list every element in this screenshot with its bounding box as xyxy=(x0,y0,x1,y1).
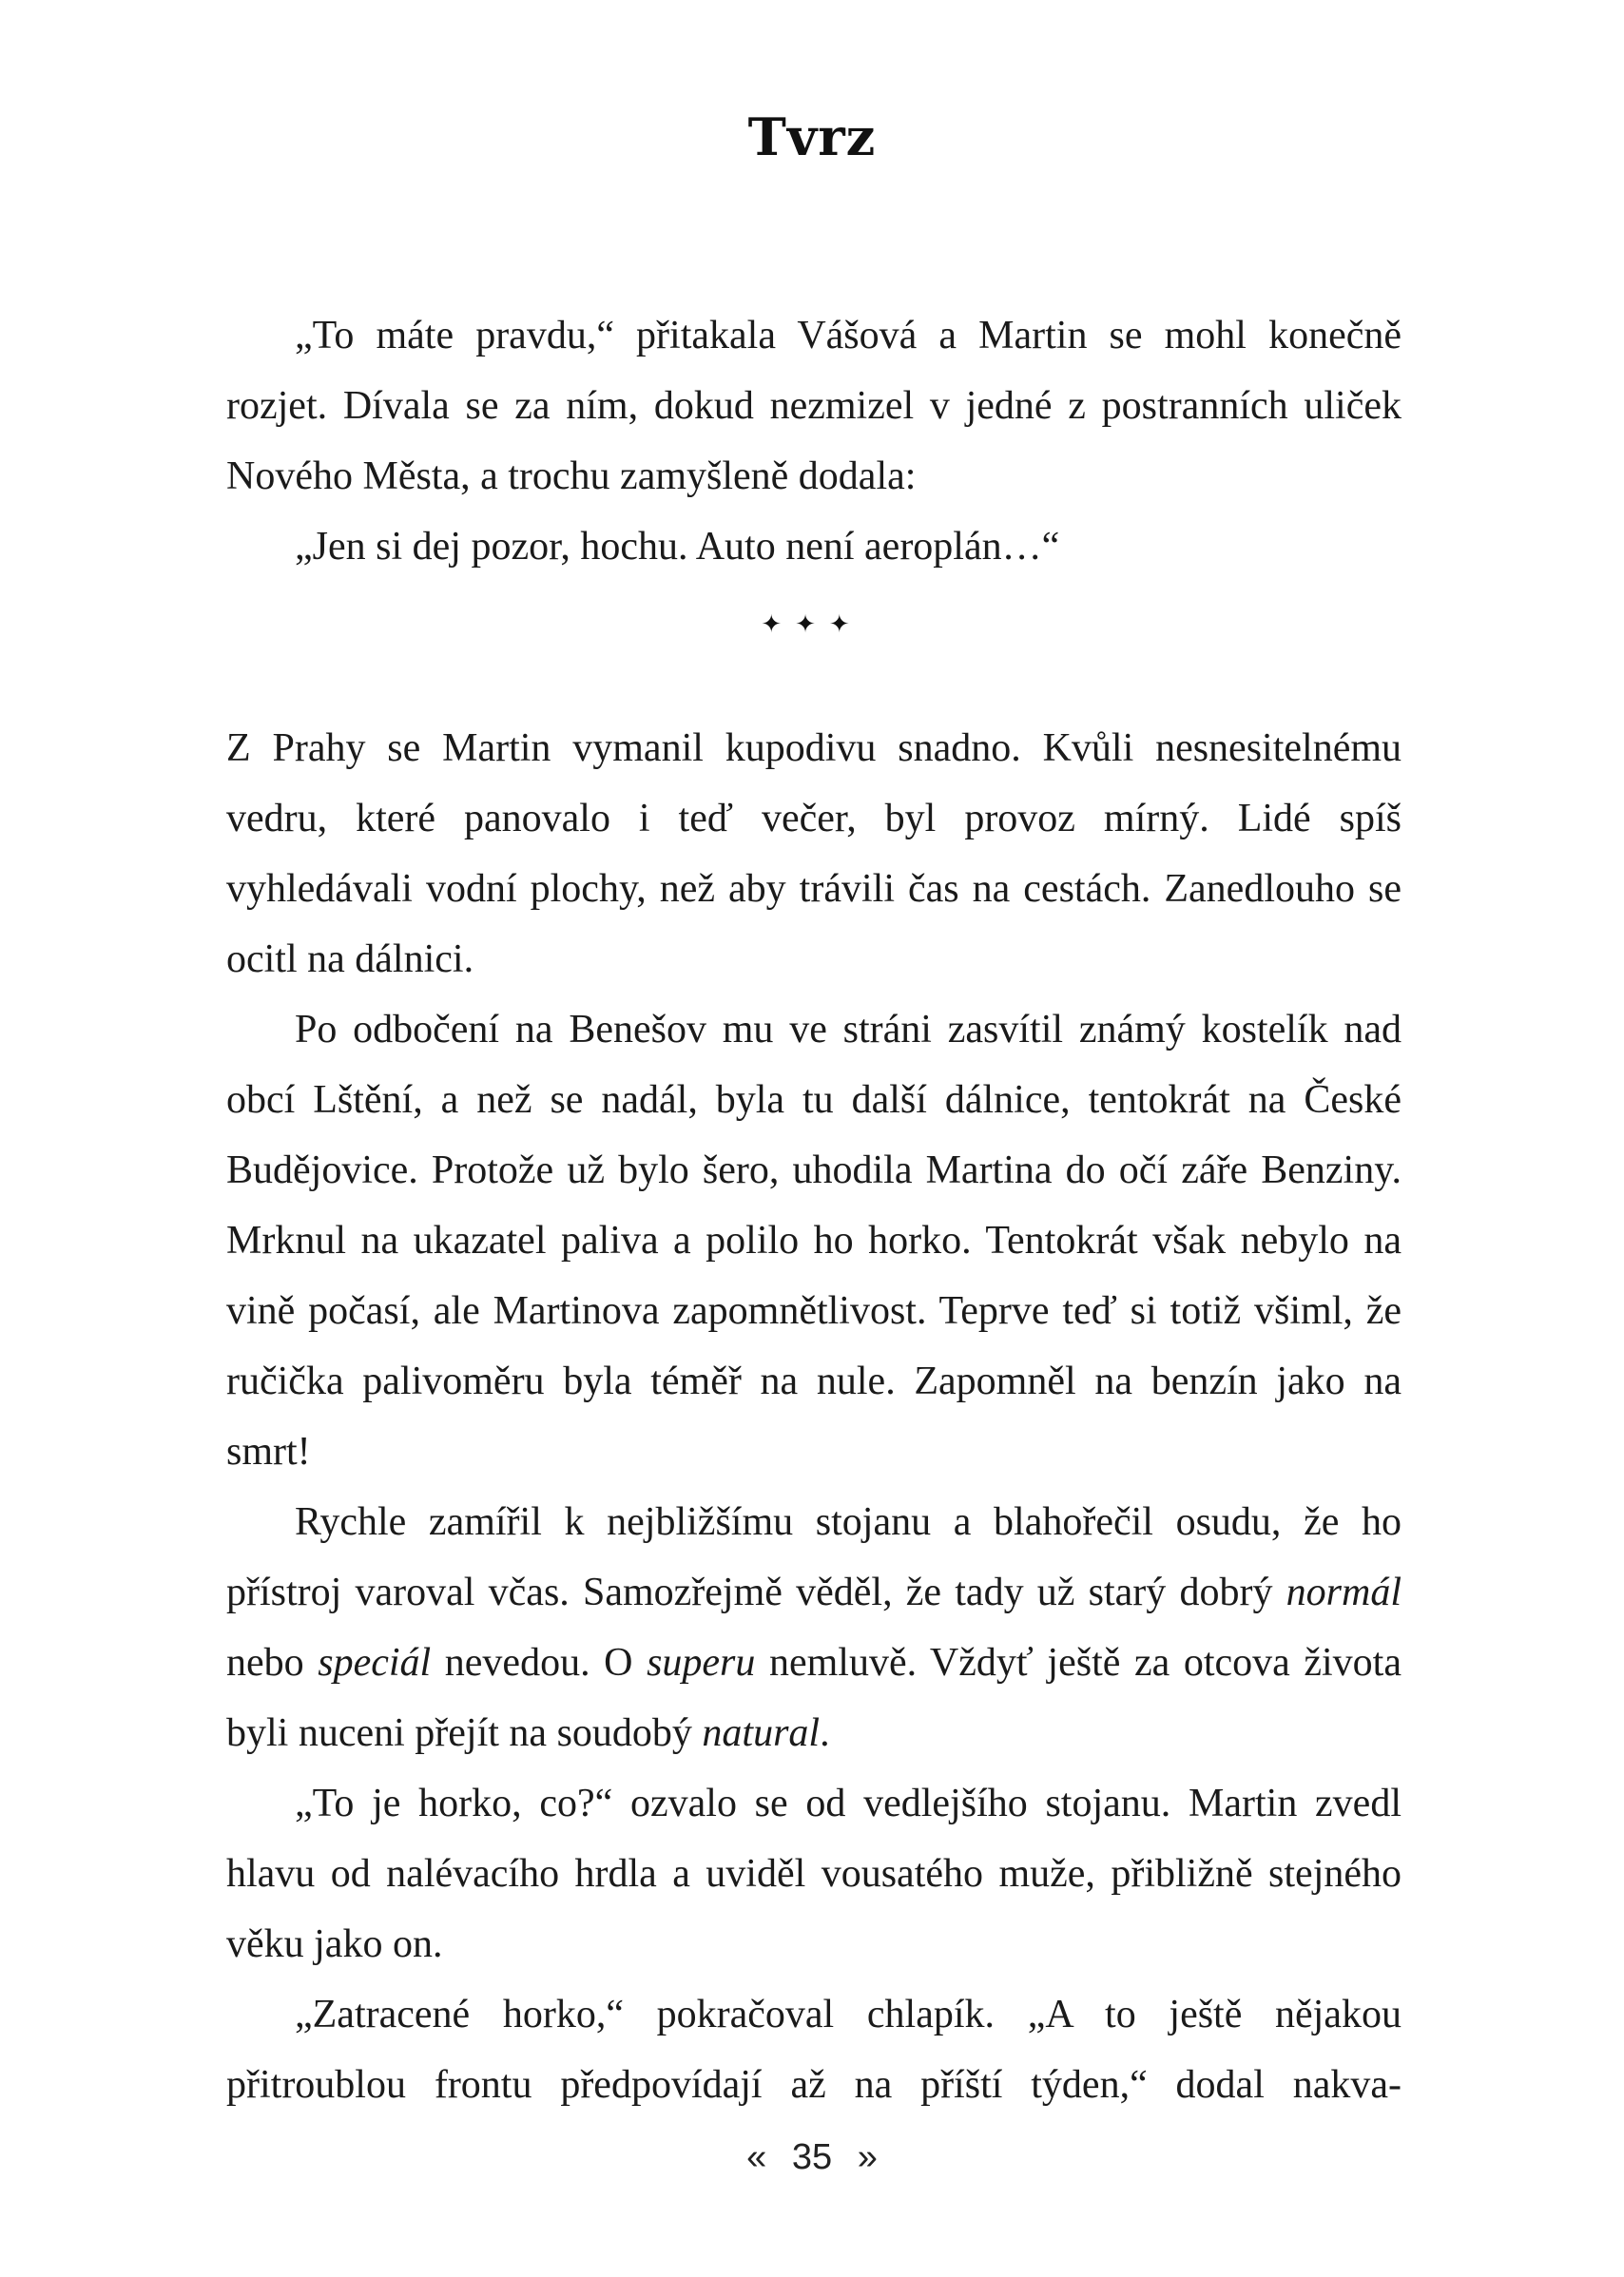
text-run: Po odbočení na Benešov mu ve stráni zasvítil známý kostelík nad obcí Lštění, a než se nadál, byla tu další dálnice, tentokrát na České Budějovice. Protože už bylo šero, uhodila Martina do očí záře Benziny. Mrknul na ukazatel paliva a polilo ho horko. Tentokrát však nebylo na vině počasí, ale Martinova zapomnětlivost. Teprve teď si totiž všiml, že ručička palivoměru byla téměř na nule. Zapomněl na benzín jako na smrt! xyxy=(226,1008,1402,1474)
italic-term: normál xyxy=(1286,1571,1402,1614)
text-run: nemluvě. Vždyť ještě za otcova života byli nuceni přejít na soudobý xyxy=(226,1641,1402,1755)
page-number: 35 xyxy=(791,2137,833,2177)
text-section-1 xyxy=(226,300,1402,582)
right-guillemet: » xyxy=(857,2137,878,2177)
text-run: „To je horko, co?“ ozvalo se od vedlejšího stojanu. Martin zvedl hlavu od nalévacího hrdla a uviděl vousatého muže, přibližně stejného věku jako on. xyxy=(226,1782,1402,1966)
paragraph xyxy=(226,713,1402,994)
text-run: „To máte pravdu,“ přitakala Vášová a Martin se mohl konečně rozjet. Dívala se za ním, dokud nezmizel v jedné z postranních uliček Nového Města, a trochu zamyšleně dodala: xyxy=(226,314,1402,498)
paragraph xyxy=(226,1487,1402,1768)
text-section-2 xyxy=(226,713,1402,2120)
text-run: nevedou. O xyxy=(431,1641,648,1685)
italic-term: natural xyxy=(702,1711,821,1755)
paragraph xyxy=(226,300,1402,511)
text-run: . xyxy=(820,1711,830,1755)
left-guillemet: « xyxy=(746,2137,767,2177)
text-run: Rychle zamířil k nejbližšímu stojanu a blahořečil osudu, že ho přístroj varoval včas. Samozřejmě věděl, že tady už starý dobrý xyxy=(226,1500,1402,1614)
text-run: Z Prahy se Martin vymanil kupodivu snadno. Kvůli nesnesitelnému vedru, které panovalo i teď večer, byl provoz mírný. Lidé spíš vyhledávali vodní plochy, než aby trávili čas na cestách. Zanedlouho se ocitl na dálnici. xyxy=(226,726,1402,981)
section-separator-ornament: ✦✦✦ xyxy=(761,610,863,639)
italic-term: superu xyxy=(647,1641,756,1685)
page-number-footer xyxy=(0,2137,1624,2178)
italic-term: speciál xyxy=(318,1641,432,1685)
paragraph xyxy=(226,994,1402,1487)
paragraph xyxy=(226,511,1402,582)
paragraph xyxy=(226,1768,1402,1979)
running-head-title: Tvrz xyxy=(747,106,877,167)
text-run: nebo xyxy=(226,1641,319,1685)
text-run: „Zatracené horko,“ pokračoval chlapík. „A to ještě nějakou přitroublou frontu předpovídají až na příští týden,“ dodal nakva- xyxy=(226,1993,1402,2107)
paragraph xyxy=(226,1979,1402,2120)
text-run: „Jen si dej pozor, hochu. Auto není aeroplán…“ xyxy=(295,525,1060,569)
